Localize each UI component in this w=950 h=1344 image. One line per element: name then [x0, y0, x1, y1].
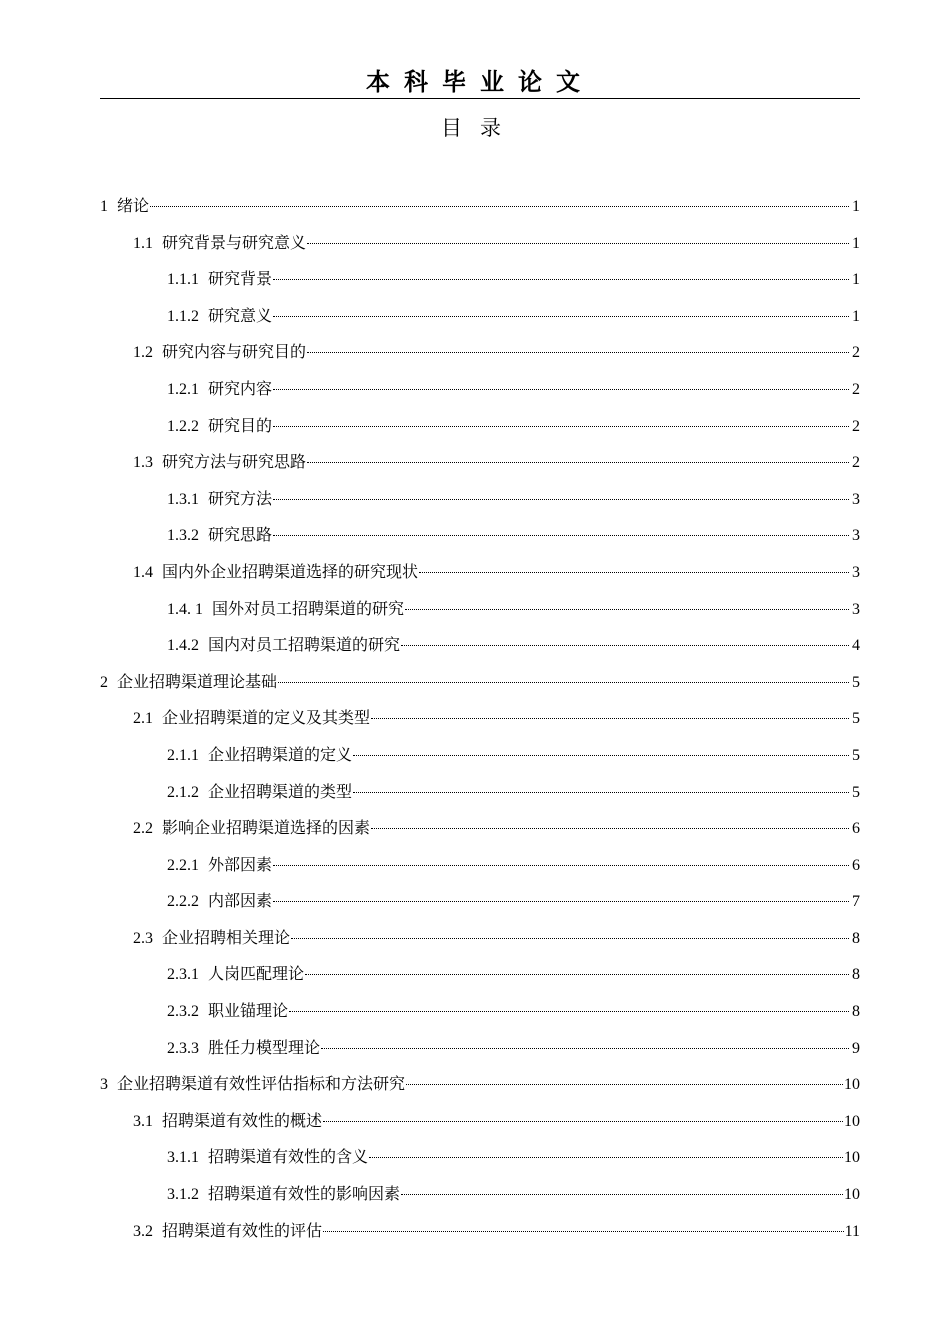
toc-dot-leader	[419, 562, 849, 573]
toc-dot-leader	[150, 196, 849, 207]
table-of-contents	[100, 188, 860, 1249]
toc-dot-leader	[307, 233, 849, 244]
toc-entry[interactable]	[100, 737, 860, 774]
toc-dot-leader	[278, 672, 849, 683]
toc-entry-title: 研究内容	[208, 378, 273, 398]
toc-entry[interactable]	[100, 956, 860, 993]
toc-dot-leader	[273, 416, 849, 427]
toc-entry[interactable]	[100, 371, 860, 408]
toc-dot-leader	[405, 599, 849, 610]
toc-dot-leader	[291, 928, 849, 939]
toc-entry[interactable]	[100, 920, 860, 957]
toc-entry-number: 1.1.1	[167, 271, 199, 289]
toc-entry-title: 招聘渠道有效性的含义	[208, 1147, 369, 1167]
toc-dot-leader	[353, 745, 849, 756]
toc-entry-page: 2	[852, 454, 860, 472]
toc-entry-title: 胜任力模型理论	[208, 1037, 321, 1057]
toc-dot-leader	[273, 489, 849, 500]
toc-entry-title: 企业招聘相关理论	[162, 927, 291, 947]
toc-entry-title: 企业招聘渠道有效性评估指标和方法研究	[117, 1074, 406, 1094]
toc-entry[interactable]	[100, 517, 860, 554]
toc-entry-number: 1	[100, 198, 108, 215]
toc-entry-page: 4	[852, 637, 860, 655]
toc-entry[interactable]	[100, 627, 860, 664]
toc-entry-number: 1.3	[133, 454, 153, 472]
toc-entry-title: 招聘渠道有效性的影响因素	[208, 1184, 401, 1204]
toc-entry-number: 1.2.1	[167, 380, 199, 398]
toc-entry-title: 外部因素	[208, 854, 273, 874]
toc-entry[interactable]	[100, 1139, 860, 1176]
toc-dot-leader	[273, 525, 849, 536]
toc-dot-leader	[353, 782, 849, 793]
toc-entry-title: 企业招聘渠道的定义	[208, 744, 353, 764]
toc-entry-page: 8	[852, 929, 860, 947]
toc-entry-page: 6	[852, 820, 860, 838]
toc-dot-leader	[273, 306, 849, 317]
toc-entry-title: 研究背景与研究意义	[162, 232, 307, 252]
toc-title: 目录	[441, 116, 519, 140]
toc-entry[interactable]	[100, 1103, 860, 1140]
toc-dot-leader	[273, 855, 849, 866]
toc-entry-number: 3	[100, 1076, 108, 1094]
toc-entry[interactable]	[100, 1030, 860, 1067]
toc-entry-number: 2.2.2	[167, 893, 199, 911]
toc-entry-title: 影响企业招聘渠道选择的因素	[162, 818, 371, 838]
toc-dot-leader	[371, 818, 849, 829]
toc-entry-number: 2	[100, 673, 108, 691]
toc-entry-number: 1.4. 1	[167, 600, 203, 618]
toc-entry[interactable]	[100, 334, 860, 371]
toc-entry-number: 1.2	[133, 344, 153, 362]
header-rule	[100, 98, 860, 99]
toc-dot-leader	[401, 635, 849, 646]
toc-entry[interactable]	[100, 481, 860, 518]
toc-entry-title: 研究背景	[208, 269, 273, 289]
toc-dot-leader	[369, 1147, 843, 1158]
toc-entry[interactable]	[100, 591, 860, 628]
toc-entry[interactable]	[100, 774, 860, 811]
toc-entry-page: 3	[852, 490, 860, 508]
toc-entry-number: 2.3.3	[167, 1039, 199, 1057]
toc-entry[interactable]	[100, 810, 860, 847]
toc-entry-number: 2.1	[133, 710, 153, 728]
toc-entry[interactable]	[100, 847, 860, 884]
document-header-title: 本科毕业论文	[366, 68, 594, 96]
toc-entry-title: 国内对员工招聘渠道的研究	[208, 635, 401, 655]
toc-entry-number: 1.3.2	[167, 527, 199, 545]
toc-entry-number: 1.4.2	[167, 637, 199, 655]
toc-dot-leader	[323, 1111, 843, 1122]
toc-entry[interactable]	[100, 1213, 860, 1250]
toc-entry-number: 1.1.2	[167, 307, 199, 325]
toc-dot-leader	[321, 1038, 849, 1049]
toc-entry-page: 10	[844, 1186, 860, 1204]
toc-entry-page: 10	[844, 1076, 860, 1094]
toc-entry-page: 3	[852, 563, 860, 581]
toc-entry-number: 1.2.2	[167, 417, 199, 435]
toc-entry-number: 2.1.1	[167, 746, 199, 764]
toc-dot-leader	[371, 708, 849, 719]
toc-entry-number: 3.1.1	[167, 1149, 199, 1167]
toc-entry-title: 内部因素	[208, 891, 273, 911]
toc-entry-title: 人岗匹配理论	[208, 964, 305, 984]
toc-entry-title: 企业招聘渠道理论基础	[117, 671, 278, 691]
toc-entry-page: 3	[852, 527, 860, 545]
toc-dot-leader	[305, 964, 849, 975]
toc-entry[interactable]	[100, 408, 860, 445]
toc-entry-page: 1	[852, 198, 860, 215]
toc-entry[interactable]	[100, 883, 860, 920]
toc-entry-page: 3	[852, 600, 860, 618]
toc-entry-title: 研究目的	[208, 415, 273, 435]
toc-entry-page: 1	[852, 234, 860, 252]
toc-entry-page: 2	[852, 417, 860, 435]
toc-entry[interactable]	[100, 993, 860, 1030]
toc-entry-title: 研究意义	[208, 305, 273, 325]
toc-entry-title: 绪论	[117, 196, 150, 215]
toc-entry-page: 8	[852, 1003, 860, 1021]
toc-entry[interactable]	[100, 554, 860, 591]
toc-entry-page: 8	[852, 966, 860, 984]
toc-entry-title: 研究思路	[208, 525, 273, 545]
toc-entry[interactable]	[100, 1176, 860, 1213]
toc-entry-number: 3.1	[133, 1112, 153, 1130]
toc-dot-leader	[323, 1221, 844, 1232]
toc-dot-leader	[307, 452, 849, 463]
toc-entry-page: 5	[852, 746, 860, 764]
toc-entry-number: 1.1	[133, 234, 153, 252]
toc-entry-number: 1.3.1	[167, 490, 199, 508]
toc-entry-title: 国内外企业招聘渠道选择的研究现状	[162, 561, 419, 581]
toc-entry[interactable]	[100, 188, 860, 225]
toc-entry[interactable]	[100, 261, 860, 298]
toc-entry-number: 2.2	[133, 820, 153, 838]
toc-entry-title: 招聘渠道有效性的概述	[162, 1110, 323, 1130]
toc-entry-page: 11	[844, 1222, 860, 1240]
toc-dot-leader	[273, 891, 849, 902]
toc-entry[interactable]	[100, 700, 860, 737]
toc-dot-leader	[289, 1001, 849, 1012]
toc-entry-title: 研究方法与研究思路	[162, 452, 307, 472]
toc-entry-number: 2.2.1	[167, 856, 199, 874]
toc-entry-number: 3.2	[133, 1222, 153, 1240]
toc-entry-page: 6	[852, 856, 860, 874]
toc-dot-leader	[273, 379, 849, 390]
toc-entry-title: 研究方法	[208, 488, 273, 508]
toc-entry-title: 国外对员工招聘渠道的研究	[212, 598, 405, 618]
toc-entry-number: 2.3.2	[167, 1003, 199, 1021]
toc-entry-page: 2	[852, 344, 860, 362]
toc-entry[interactable]	[100, 1066, 860, 1103]
toc-entry-number: 1.4	[133, 563, 153, 581]
toc-entry[interactable]	[100, 225, 860, 262]
toc-entry-page: 1	[852, 271, 860, 289]
toc-entry-page: 5	[852, 783, 860, 801]
toc-dot-leader	[406, 1074, 843, 1085]
toc-dot-leader	[307, 342, 849, 353]
toc-entry-page: 5	[852, 710, 860, 728]
toc-entry[interactable]	[100, 664, 860, 701]
toc-entry-page: 2	[852, 380, 860, 398]
toc-entry-title: 职业锚理论	[208, 1001, 289, 1021]
toc-entry-number: 2.3	[133, 929, 153, 947]
toc-dot-leader	[273, 269, 849, 280]
toc-entry-page: 9	[852, 1039, 860, 1057]
toc-entry-title: 企业招聘渠道的定义及其类型	[162, 708, 371, 728]
toc-entry-title: 招聘渠道有效性的评估	[162, 1220, 323, 1240]
toc-entry-number: 2.3.1	[167, 966, 199, 984]
toc-entry-page: 1	[852, 307, 860, 325]
toc-entry-title: 企业招聘渠道的类型	[208, 781, 353, 801]
toc-entry-title: 研究内容与研究目的	[162, 342, 307, 362]
toc-entry[interactable]	[100, 444, 860, 481]
toc-entry-page: 10	[844, 1112, 860, 1130]
toc-dot-leader	[401, 1184, 843, 1195]
toc-entry-page: 5	[852, 673, 860, 691]
toc-entry-number: 2.1.2	[167, 783, 199, 801]
toc-entry-page: 10	[844, 1149, 860, 1167]
toc-entry-page: 7	[852, 893, 860, 911]
toc-entry[interactable]	[100, 298, 860, 335]
toc-entry-number: 3.1.2	[167, 1186, 199, 1204]
